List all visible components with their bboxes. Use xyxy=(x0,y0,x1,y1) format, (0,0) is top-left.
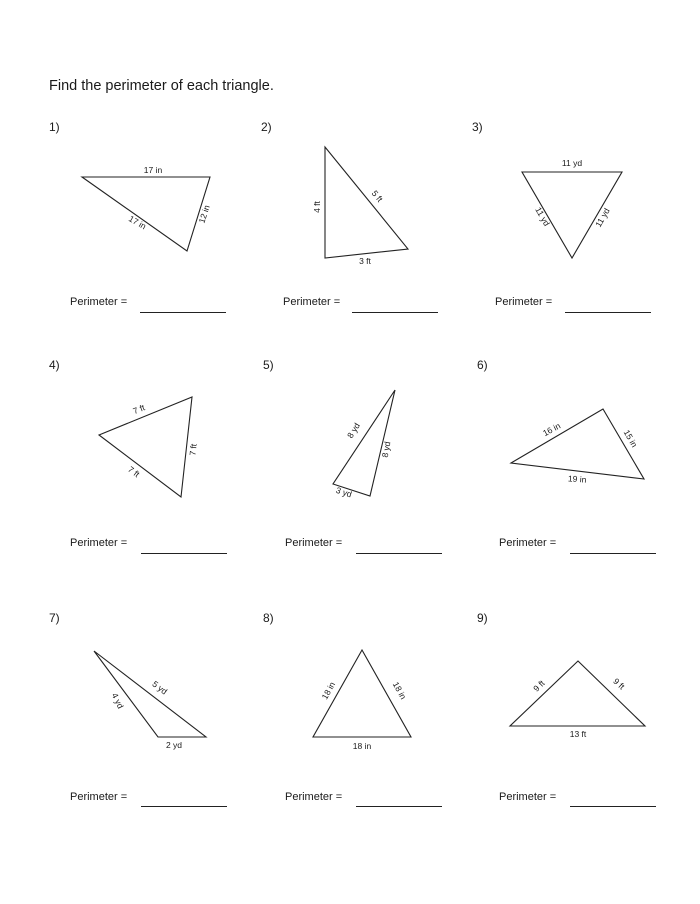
perimeter-label-3: Perimeter = xyxy=(495,296,553,308)
perimeter-blank-4[interactable] xyxy=(141,553,227,554)
triangle-8-side-left: 18 in xyxy=(319,680,338,702)
triangle-1-side-right: 12 in xyxy=(196,203,212,225)
problem-8-number: 8) xyxy=(263,611,274,625)
problem-5-number: 5) xyxy=(263,358,274,372)
triangle-5-side-bottom: 3 yd xyxy=(334,484,354,500)
triangle-5-side-left: 8 yd xyxy=(344,420,362,440)
problem-2-number: 2) xyxy=(261,120,272,134)
triangle-3-side-top: 11 yd xyxy=(561,158,583,168)
triangle-2-side-hyp: 5 ft xyxy=(369,188,385,204)
triangle-3-side-left: 11 yd xyxy=(533,205,552,228)
worksheet-instruction: Find the perimeter of each triangle. xyxy=(49,78,274,94)
triangle-1-side-left: 17 in xyxy=(127,213,148,232)
triangle-4-outline xyxy=(99,397,192,497)
triangle-9-outline xyxy=(510,661,645,726)
perimeter-label-6: Perimeter = xyxy=(499,537,557,549)
perimeter-label-7: Perimeter = xyxy=(70,791,128,803)
perimeter-blank-7[interactable] xyxy=(141,806,227,807)
triangle-5 xyxy=(333,390,395,499)
triangle-9-side-bottom: 13 ft xyxy=(569,729,587,739)
problem-1-number: 1) xyxy=(49,120,60,134)
triangle-8 xyxy=(313,650,411,751)
triangle-2 xyxy=(312,147,408,266)
triangle-3 xyxy=(522,158,622,258)
problem-9-number: 9) xyxy=(477,611,488,625)
triangle-8-side-bottom: 18 in xyxy=(352,741,372,751)
perimeter-blank-2[interactable] xyxy=(352,312,438,313)
perimeter-label-5: Perimeter = xyxy=(285,537,343,549)
triangle-9 xyxy=(510,661,645,739)
triangle-6-side-top: 16 in xyxy=(541,420,563,439)
triangle-6 xyxy=(511,409,644,485)
triangle-4-side-bottom: 7 ft xyxy=(126,464,142,480)
triangle-1 xyxy=(82,165,212,251)
perimeter-label-8: Perimeter = xyxy=(285,791,343,803)
triangle-7-side-bottom: 2 yd xyxy=(165,740,183,750)
perimeter-label-1: Perimeter = xyxy=(70,296,128,308)
perimeter-blank-8[interactable] xyxy=(356,806,442,807)
triangle-6-outline xyxy=(511,409,644,479)
triangle-9-side-right: 9 ft xyxy=(611,676,627,692)
perimeter-blank-1[interactable] xyxy=(140,312,226,313)
triangle-5-side-right: 8 yd xyxy=(379,440,393,459)
triangle-7-outline xyxy=(94,651,206,737)
triangle-8-side-right: 18 in xyxy=(390,680,409,702)
problem-6-number: 6) xyxy=(477,358,488,372)
triangle-3-side-right: 11 yd xyxy=(593,206,612,229)
problem-3-number: 3) xyxy=(472,120,483,134)
problem-4-number: 4) xyxy=(49,358,60,372)
perimeter-label-2: Perimeter = xyxy=(283,296,341,308)
triangle-2-side-left: 4 ft xyxy=(312,201,322,213)
problem-7-number: 7) xyxy=(49,611,60,625)
triangle-4-side-right: 7 ft xyxy=(187,443,199,457)
triangle-9-side-left: 9 ft xyxy=(531,678,547,694)
triangle-6-side-right: 15 in xyxy=(621,428,640,449)
triangle-4 xyxy=(99,397,199,497)
triangle-1-side-top: 17 in xyxy=(143,165,163,175)
triangle-1-outline xyxy=(82,177,210,251)
perimeter-blank-6[interactable] xyxy=(570,553,656,554)
perimeter-blank-9[interactable] xyxy=(570,806,656,807)
triangle-4-side-top: 7 ft xyxy=(131,402,147,417)
triangle-7-side-left: 4 yd xyxy=(109,691,126,711)
perimeter-blank-3[interactable] xyxy=(565,312,651,313)
triangle-6-side-bottom: 19 in xyxy=(567,473,587,485)
triangle-7 xyxy=(94,651,206,750)
perimeter-label-4: Perimeter = xyxy=(70,537,128,549)
triangle-7-side-top: 5 yd xyxy=(150,678,170,697)
perimeter-label-9: Perimeter = xyxy=(499,791,557,803)
triangle-2-side-bottom: 3 ft xyxy=(359,256,371,266)
triangle-2-outline xyxy=(325,147,408,258)
perimeter-blank-5[interactable] xyxy=(356,553,442,554)
